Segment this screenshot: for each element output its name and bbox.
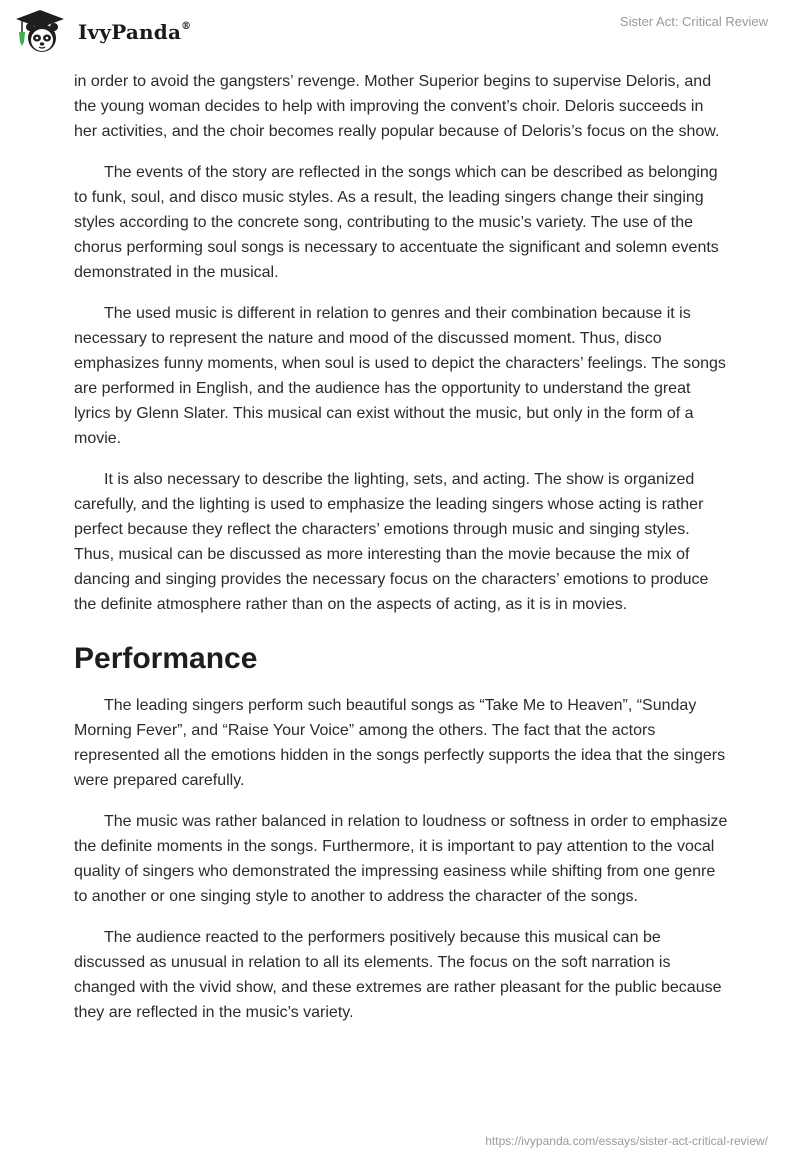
paragraph: The events of the story are reflected in the songs which can be described as belonging to funk, soul, and disco music styles. As a result, the leading singers change their singing styles according to the concrete song, contributing to the music’s variety. The use of the chorus performing soul songs is necessary to accentuate the significant and solemn events demonstrated in the musical. bbox=[74, 164, 719, 281]
ivypanda-logo[interactable] bbox=[14, 8, 194, 56]
source-url-link[interactable]: https://ivypanda.com/essays/sister-act-critical-review/ bbox=[485, 1134, 768, 1148]
paragraph: The audience reacted to the performers positively because this musical can be discussed as unusual in relation to all its elements. The focus on the soft narration is changed with the vivid show, and these extremes are rather pleasant for the public because they are reflected in the music’s variety. bbox=[74, 929, 722, 1021]
paragraph: The leading singers perform such beautiful songs as “Take Me to Heaven”, “Sunday Morning Fever”, and “Raise Your Voice” among the others. The fact that the actors represented all the emotions hidden in the songs perfectly supports the idea that the singers were prepared carefully. bbox=[74, 697, 726, 789]
registered-mark: ® bbox=[181, 21, 192, 33]
panda-graduate-icon bbox=[14, 8, 66, 56]
page-header bbox=[0, 0, 800, 70]
document-title: Sister Act: Critical Review bbox=[619, 14, 768, 29]
logo-wordmark: IvyPanda® bbox=[78, 20, 192, 44]
essay-body bbox=[74, 69, 730, 1041]
paragraph: The used music is different in relation to genres and their combination because it is necessary to represent the nature and mood of the discussed moment. Thus, disco emphasizes funny moments, when soul is used to depict the characters’ feelings. The songs are performed in English, and the audience has the opportunity to understand the great lyrics by Glenn Slater. This musical can exist without the music, but only in the form of a movie. bbox=[74, 305, 726, 447]
paragraph: The music was rather balanced in relation to loudness or softness in order to emphasize the definite moments in the songs. Furthermore, it is important to pay attention to the vocal quality of singers who demonstrated the impressing easiness while shifting from one genre to another or one singing style to another to address the character of the songs. bbox=[74, 813, 728, 905]
paragraph: It is also necessary to describe the lighting, sets, and acting. The show is organized carefully, and the lighting is used to emphasize the leading singers whose acting is rather perfect because they reflect the characters’ emotions through music and singing styles. Thus, musical can be discussed as more interesting than the movie because the mix of dancing and singing provides the necessary focus on the characters’ emotions to produce the definite atmosphere rather than on the aspects of acting, as it is in movies. bbox=[74, 471, 709, 613]
section-heading-performance: Performance bbox=[74, 642, 258, 675]
paragraph: in order to avoid the gangsters’ revenge. Mother Superior begins to supervise Deloris, and the young woman decides to help with improving the convent’s choir. Deloris succeeds in her activities, and the choir becomes really popular because of Deloris’s focus on the show. bbox=[74, 73, 720, 140]
